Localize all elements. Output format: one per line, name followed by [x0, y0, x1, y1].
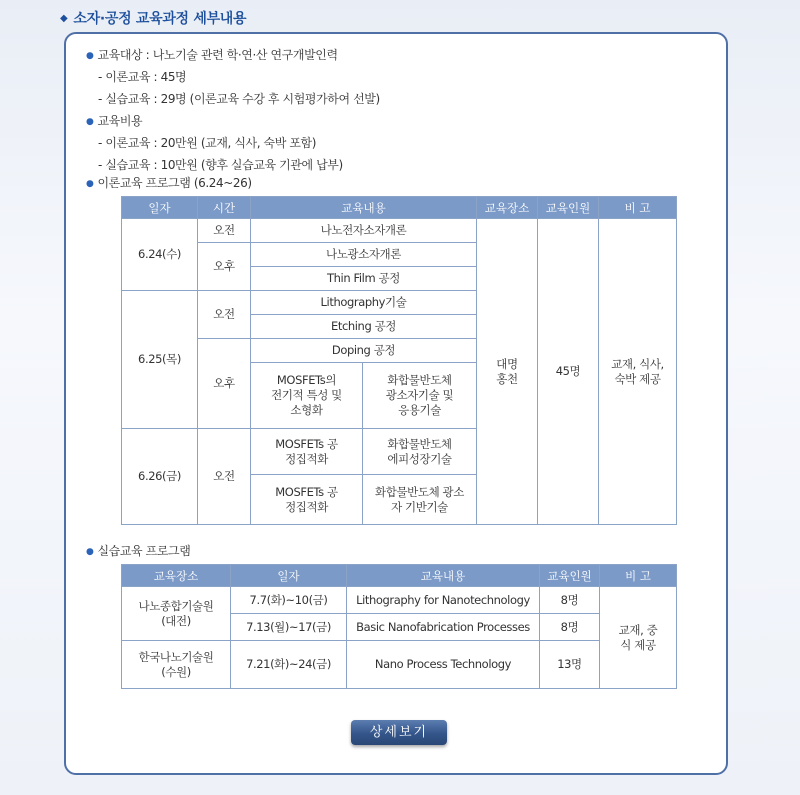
course-info [86, 44, 380, 176]
time-cell: 오후 [198, 339, 251, 429]
content-cell: 나노전자소자개론 [251, 219, 477, 243]
page-title: ◆ 소자·공정 교육과정 세부내용 [60, 11, 247, 27]
bullet-icon: ● [86, 117, 94, 127]
place-cell: 나노종합기술원 (대전) [122, 587, 231, 641]
time-cell: 오후 [198, 243, 251, 291]
place-cell: 한국나노기술원 (수원) [122, 641, 231, 689]
content-cell: 화합물반도체 에피성장기술 [363, 429, 477, 475]
cost-label: ● 교육비용 [86, 114, 143, 128]
header-note: 비 고 [600, 565, 677, 587]
bullet-icon: ● [86, 179, 94, 189]
table-row [122, 641, 677, 689]
content-cell: Lithography for Nanotechnology [347, 587, 540, 614]
time-cell: 오전 [198, 219, 251, 243]
people-cell: 13명 [540, 641, 600, 689]
time-cell: 오전 [198, 429, 251, 525]
header-time: 시간 [198, 197, 251, 219]
header-date: 일자 [231, 565, 347, 587]
content-cell: Etching 공정 [251, 315, 477, 339]
diamond-bullet-icon: ◆ [60, 13, 68, 24]
date-cell: 6.24(수) [122, 219, 198, 291]
content-cell: Nano Process Technology [347, 641, 540, 689]
header-content: 교육내용 [251, 197, 477, 219]
content-cell: Basic Nanofabrication Processes [347, 614, 540, 641]
content-cell: 화합물반도체 광소자 기반기술 [363, 475, 477, 525]
header-note: 비 고 [599, 197, 677, 219]
date-cell: 7.21(화)~24(금) [231, 641, 347, 689]
date-cell: 7.13(월)~17(금) [231, 614, 347, 641]
header-place: 교육장소 [122, 565, 231, 587]
table-header-row [122, 197, 677, 219]
header-content: 교육내용 [347, 565, 540, 587]
table-header-row [122, 565, 677, 587]
bullet-icon: ● [86, 51, 94, 61]
content-cell: MOSFETs의 전기적 특성 및 소형화 [251, 363, 363, 429]
target-theory: - 이론교육 : 45명 [98, 70, 187, 84]
cost-practice: - 실습교육 : 10만원 (향후 실습교육 기관에 납부) [98, 158, 343, 172]
place-cell: 대명 홍천 [477, 219, 538, 525]
practice-table [121, 564, 677, 689]
theory-table [121, 196, 677, 525]
people-cell: 8명 [540, 587, 600, 614]
content-panel [64, 32, 728, 775]
date-cell: 6.26(금) [122, 429, 198, 525]
header-people: 교육인원 [540, 565, 600, 587]
content-cell: Thin Film 공정 [251, 267, 477, 291]
content-cell: MOSFETs 공정집적화 [251, 429, 363, 475]
cost-theory: - 이론교육 : 20만원 (교재, 식사, 숙박 포함) [98, 136, 317, 150]
content-cell: MOSFETs 공정집적화 [251, 475, 363, 525]
date-cell: 7.7(화)~10(금) [231, 587, 347, 614]
bullet-icon: ● [86, 547, 94, 557]
people-cell: 8명 [540, 614, 600, 641]
practice-heading: ● 실습교육 프로그램 [86, 544, 191, 558]
time-cell: 오전 [198, 291, 251, 339]
table-row [122, 219, 677, 243]
content-cell: Lithography기술 [251, 291, 477, 315]
target-line: ● 교육대상 : 나노기술 관련 학·연·산 연구개발인력 [86, 48, 338, 62]
table-row [122, 587, 677, 614]
date-cell: 6.25(목) [122, 291, 198, 429]
target-practice: - 실습교육 : 29명 (이론교육 수강 후 시험평가하여 선발) [98, 92, 380, 106]
note-cell: 교재, 중식 제공 [600, 587, 677, 689]
content-cell: 나노광소자개론 [251, 243, 477, 267]
content-cell: 화합물반도체 광소자기술 및 응용기술 [363, 363, 477, 429]
header-people: 교육인원 [538, 197, 599, 219]
header-place: 교육장소 [477, 197, 538, 219]
note-cell: 교재, 식사, 숙박 제공 [599, 219, 677, 525]
people-cell: 45명 [538, 219, 599, 525]
theory-heading: ● 이론교육 프로그램 (6.24~26) [86, 176, 252, 190]
detail-button[interactable]: 상세보기 [351, 720, 447, 745]
header-date: 일자 [122, 197, 198, 219]
content-cell: Doping 공정 [251, 339, 477, 363]
